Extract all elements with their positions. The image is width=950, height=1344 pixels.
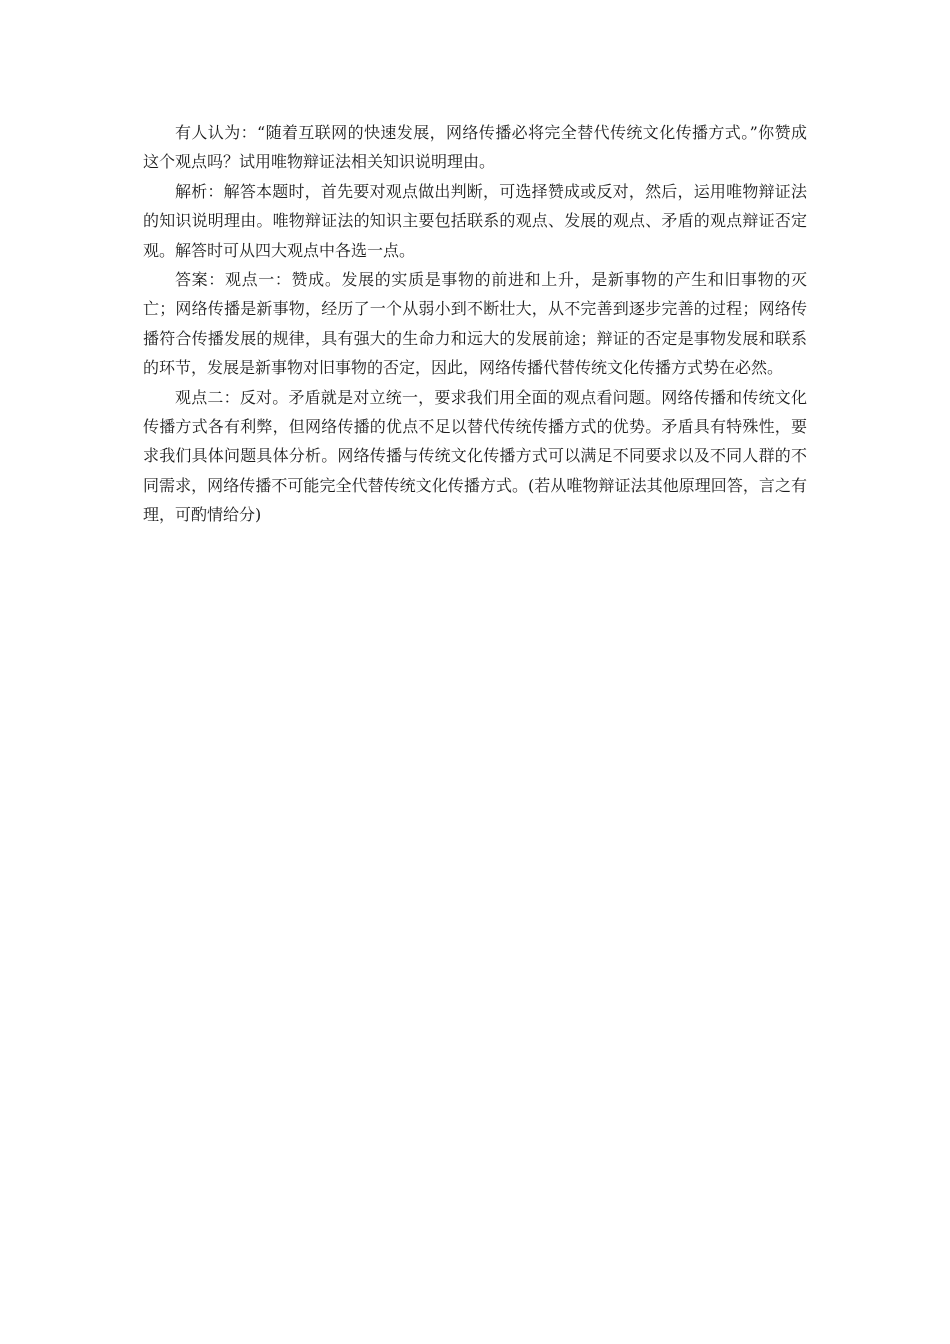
answer-paragraph: 答案：观点一：赞成。发展的实质是事物的前进和上升，是新事物的产生和旧事物的灭亡；网络传播是新事物，经历了一个从弱小到不断壮大，从不完善到逐步完善的过程；网络传播符合传播发展的规律，具有强大的生命力和远大的发展前途；辩证的否定是事物发展和联系的环节，发展是新事物对旧事物的否定，因此，网络传播代替传统文化传播方式势在必然。 <box>143 270 807 378</box>
viewpoint-two-paragraph: 观点二：反对。矛盾就是对立统一，要求我们用全面的观点看问题。网络传播和传统文化传播方式各有利弊，但网络传播的优点不足以替代传统传播方式的优势。矛盾具有特殊性，要求我们具体问题具体分析。网络传播与传统文化传播方式可以满足不同要求以及不同人群的不同需求，网络传播不可能完全代替传统文化传播方式。(若从唯物辩证法其他原理回答，言之有理，可酌情给分) <box>143 387 807 525</box>
question-paragraph: 有人认为：“随着互联网的快速发展，网络传播必将完全替代传统文化传播方式。”你赞成这个观点吗？试用唯物辩证法相关知识说明理由。 <box>143 123 807 172</box>
document-body <box>143 118 807 530</box>
analysis-paragraph: 解析：解答本题时，首先要对观点做出判断，可选择赞成或反对，然后，运用唯物辩证法的知识说明理由。唯物辩证法的知识主要包括联系的观点、发展的观点、矛盾的观点辩证否定观。解答时可从四大观点中各选一点。 <box>143 181 807 260</box>
